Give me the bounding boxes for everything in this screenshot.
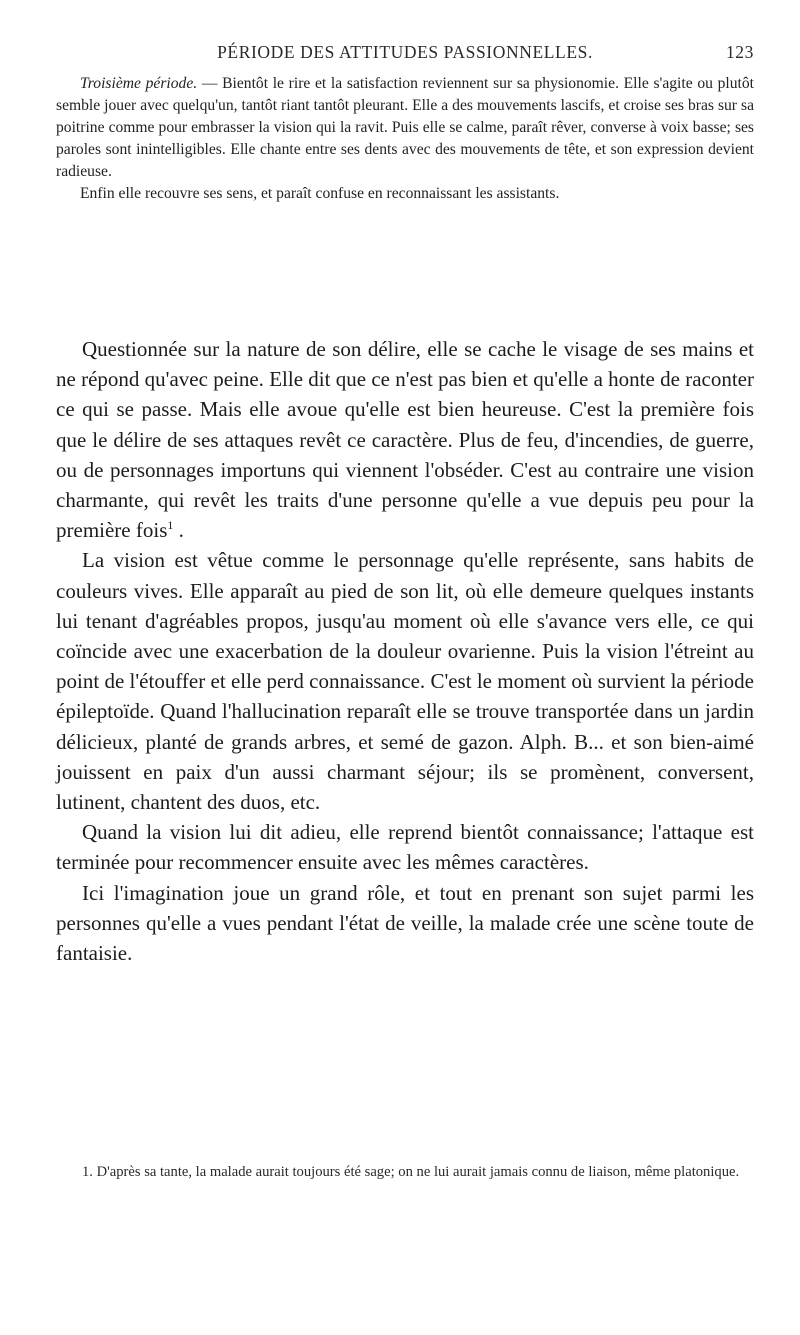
page-number: 123 xyxy=(725,42,754,62)
period-heading: Troisième période. xyxy=(80,75,198,92)
paragraph-vision: La vision est vêtue comme le personnage qu'elle représente, sans habits de couleurs vives. Elle apparaît au pied de son lit, où elle demeure quelques instants lui tenant d'agréables propos, jusqu'au moment où elle s'avance vers elle, ce qui coïncide avec une exacerbation de la douleur ovarienne. Puis la vision l'étreint au point de l'étouffer et elle perd connaissance. C'est le moment où survient la période épileptoïde. Quand l'hallucination reparaît elle se trouve transportée dans un jardin délicieux, planté de grands arbres, et semé de gazon. Alph. B... et son bien-aimé jouissent en paix d'un aussi charmant séjour; ils se promènent, conversent, lutinent, chantent des duos, etc. xyxy=(56,548,754,815)
paragraph-questioned xyxy=(56,334,754,545)
footnote-reference: 1 xyxy=(167,518,174,533)
footnote-text: 1. D'après sa tante, la malade aurait toujours été sage; on ne lui aurait jamais connu de liaison, même platonique. xyxy=(82,1164,740,1180)
paragraph-text-end: . xyxy=(173,518,184,543)
small-print-section xyxy=(56,73,754,205)
footnote xyxy=(56,1162,754,1183)
paragraph-text: — Bientôt le rire et la satisfaction reviennent sur sa physionomie. Elle s'agite ou plutôt semble jouer avec quelqu'un, tantôt riant tantôt pleurant. Elle a des mouvements lascifs, et croise ses bras sur sa poitrine comme pour embrasser la vision qui la ravit. Puis elle se calme, paraît rêver, converse à voix basse; ses paroles sont inintelligibles. Elle chante entre ses dents avec des mouvements de tête, et son expression devient radieuse. xyxy=(56,75,754,180)
paragraph-farewell: Quand la vision lui dit adieu, elle reprend bientôt connaissance; l'attaque est terminée pour recommencer ensuite avec les mêmes caractères. xyxy=(56,820,754,875)
running-header xyxy=(56,42,754,66)
paragraph-text: Questionnée sur la nature de son délire, elle se cache le visage de ses mains et ne répond qu'avec peine. Elle dit que ce n'est pas bien et qu'elle a honte de raconter ce qui se passe. Mais elle avoue qu'elle est bien heureuse. C'est la première fois que le délire de ses attaques revêt ce caractère. Plus de feu, d'incendies, de guerre, ou de personnages importuns qui viennent l'obséder. C'est au contraire une vision charmante, qui revêt les traits d'une personne qu'elle a vue depuis peu pour la première fois xyxy=(56,337,754,543)
paragraph-imagination: Ici l'imagination joue un grand rôle, et tout en prenant son sujet parmi les personnes qu'elle a vues pendant l'état de veille, la malade crée une scène toute de fantaisie. xyxy=(56,880,754,966)
paragraph-recovery: Enfin elle recouvre ses sens, et paraît confuse en reconnaissant les assistants. xyxy=(80,185,560,202)
main-text-section xyxy=(56,334,754,968)
running-title: PÉRIODE DES ATTITUDES PASSIONNELLES. xyxy=(217,42,593,62)
paragraph-third-period xyxy=(56,73,754,183)
